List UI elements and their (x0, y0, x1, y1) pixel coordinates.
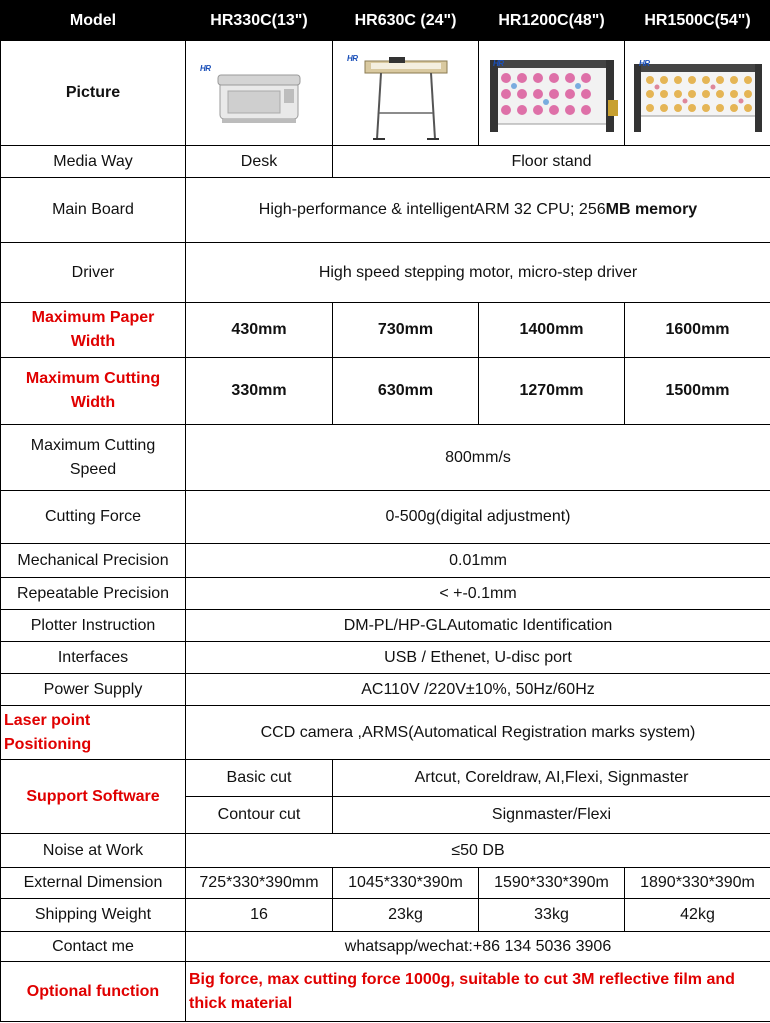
row-label (1, 303, 186, 358)
cell-value: 1600mm (625, 303, 770, 358)
row-label (1, 706, 186, 760)
row-label: Mechanical Precision (1, 544, 186, 578)
label-line: Laser point (4, 711, 91, 729)
label-line: Positioning (4, 735, 92, 753)
hr-logo: HR (200, 64, 211, 73)
xl-cutter-image (625, 48, 770, 138)
cell-value: 42kg (625, 899, 770, 932)
label-line: Maximum Cutting (25, 370, 161, 387)
optional-function-row (1, 962, 770, 1022)
cell-value: 1590*330*390m (479, 868, 625, 899)
hr-logo: HR (347, 54, 358, 63)
row-label: External Dimension (1, 868, 186, 899)
label-line: Maximum Cutting (30, 436, 156, 454)
model-name: HR1500C(54") (625, 1, 770, 41)
row-label (1, 425, 186, 491)
cell-value: AC110V /220V±10%, 50Hz/60Hz (186, 674, 770, 706)
row-label: Contact me (1, 932, 186, 962)
cell-value: 800mm/s (186, 425, 770, 491)
cell-value: 0-500g(digital adjustment) (186, 491, 770, 544)
cell-value: 1890*330*390m (625, 868, 770, 899)
cell-value: USB / Ethenet, U-disc port (186, 642, 770, 674)
noise-row (1, 834, 770, 868)
row-label: Optional function (1, 962, 186, 1022)
cell-value: CCD camera ,ARMS(Automatical Registration marks system) (186, 706, 770, 760)
main-board-plain: High-performance & intelligentARM 32 CPU; 256 (258, 201, 606, 218)
large-cutter-image (479, 48, 624, 138)
row-label: Repeatable Precision (1, 578, 186, 610)
max-cutting-width-row (1, 358, 770, 425)
row-label: Interfaces (1, 642, 186, 674)
row-label: Driver (1, 243, 186, 303)
support-software-basic-row (1, 760, 770, 797)
model-name: HR330C(13") (186, 1, 333, 41)
row-label: Main Board (1, 178, 186, 243)
mechanical-precision-row (1, 544, 770, 578)
picture-row (1, 41, 770, 146)
power-supply-row (1, 674, 770, 706)
hr-logo: HR (639, 59, 650, 68)
media-way-row (1, 146, 770, 178)
max-cutting-speed-row (1, 425, 770, 491)
cell-value: Floor stand (333, 146, 770, 178)
label-line: Speed (69, 460, 117, 478)
model-name: HR1200C(48") (479, 1, 625, 41)
cell-value: 1045*330*390m (333, 868, 479, 899)
cell-value: 630mm (333, 358, 479, 425)
cell-value: 330mm (186, 358, 333, 425)
row-label: Noise at Work (1, 834, 186, 868)
max-paper-width-row (1, 303, 770, 358)
cell-value: Signmaster/Flexi (333, 797, 770, 834)
stand-cutter-image (333, 43, 478, 143)
cell-value: Big force, max cutting force 1000g, suitable to cut 3M reflective film and thick material (186, 962, 770, 1022)
repeatable-precision-row (1, 578, 770, 610)
label-line: Maximum Paper (31, 309, 155, 326)
cell-value: 33kg (479, 899, 625, 932)
stand-cutter-illustration (351, 43, 461, 143)
cell-value: 16 (186, 899, 333, 932)
cell-value (186, 178, 770, 243)
desktop-cutter-illustration (204, 53, 314, 133)
row-label: Media Way (1, 146, 186, 178)
sub-label: Basic cut (186, 760, 333, 797)
cell-value: ≤50 DB (186, 834, 770, 868)
row-label: Cutting Force (1, 491, 186, 544)
cell-value: < +-0.1mm (186, 578, 770, 610)
cell-value: High speed stepping motor, micro-step driver (186, 243, 770, 303)
main-board-bold: MB memory (605, 201, 698, 218)
shipping-weight-row (1, 899, 770, 932)
cell-value: DM-PL/HP-GLAutomatic Identification (186, 610, 770, 642)
cutting-force-row (1, 491, 770, 544)
cell-value: 1400mm (479, 303, 625, 358)
row-label (1, 358, 186, 425)
row-label: Support Software (1, 760, 186, 834)
sub-label: Contour cut (186, 797, 333, 834)
hr-logo: HR (493, 59, 504, 68)
cell-value: 725*330*390mm (186, 868, 333, 899)
label-line: Width (70, 333, 116, 350)
cell-value: 1270mm (479, 358, 625, 425)
cell-value: 430mm (186, 303, 333, 358)
label-line: Width (70, 394, 116, 411)
main-board-row (1, 178, 770, 243)
cell-value: 730mm (333, 303, 479, 358)
cell-value: 1500mm (625, 358, 770, 425)
laser-point-row (1, 706, 770, 760)
contact-value: whatsapp/wechat:+86 134 5036 3906 (186, 932, 770, 962)
cell-value: Artcut, Coreldraw, AI,Flexi, Signmaster (333, 760, 770, 797)
model-header: Model (1, 1, 186, 41)
plotter-instruction-row (1, 610, 770, 642)
cell-value: 23kg (333, 899, 479, 932)
contact-row (1, 932, 770, 962)
model-name: HR630C (24") (333, 1, 479, 41)
picture-label: Picture (1, 41, 186, 146)
external-dimension-row (1, 868, 770, 899)
cell-value: Desk (186, 146, 333, 178)
row-label: Power Supply (1, 674, 186, 706)
header-row (1, 1, 770, 41)
desktop-cutter-image (186, 53, 332, 133)
interfaces-row (1, 642, 770, 674)
row-label: Shipping Weight (1, 899, 186, 932)
driver-row (1, 243, 770, 303)
row-label: Plotter Instruction (1, 610, 186, 642)
cell-value: 0.01mm (186, 544, 770, 578)
